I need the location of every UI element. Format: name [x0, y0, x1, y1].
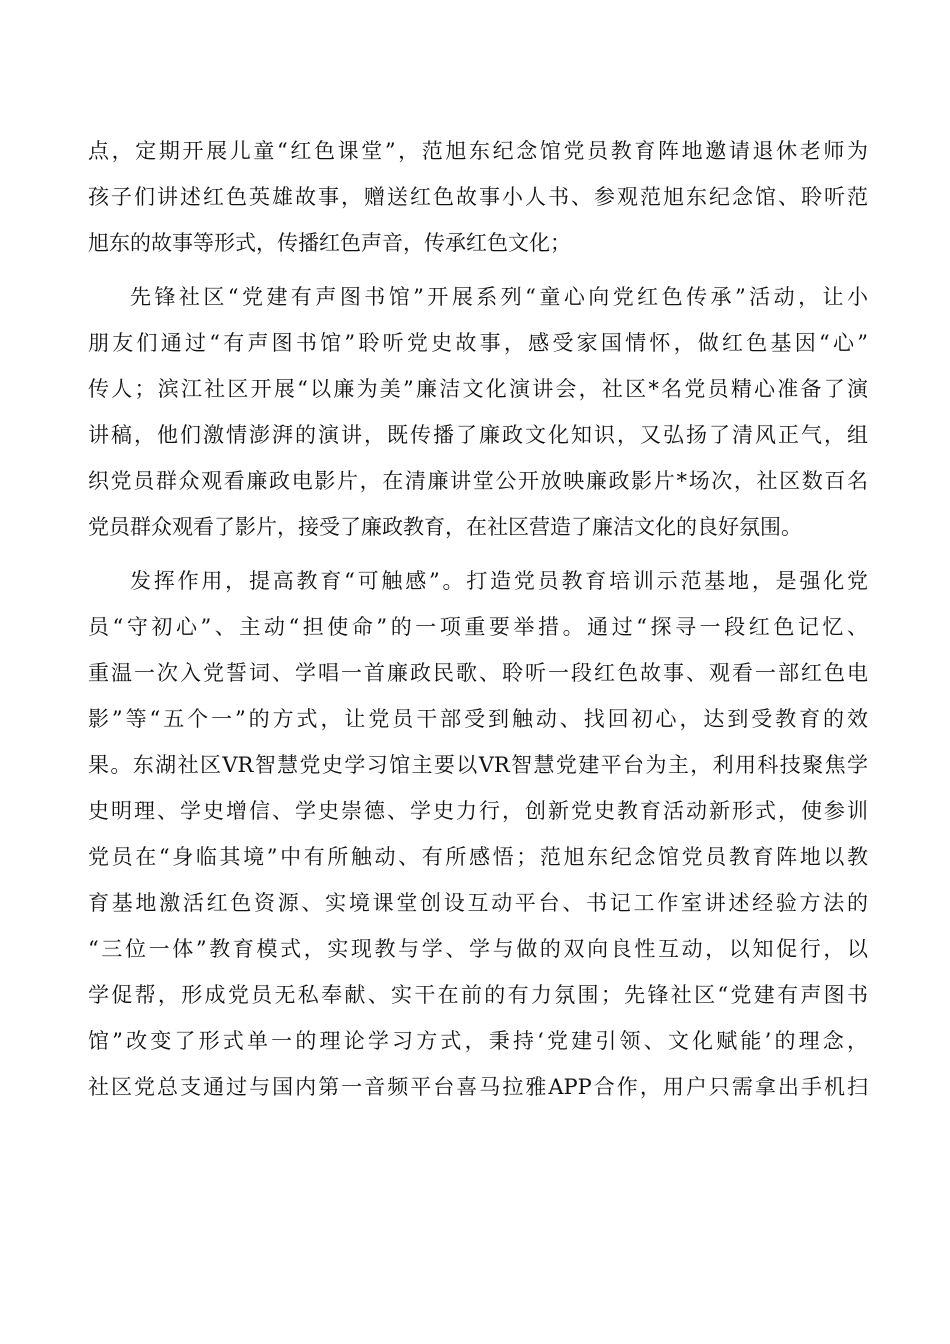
paragraph-line: 讲稿，他们激情澎湃的演讲，既传播了廉政文化知识，又弘扬了清风正气，组 [88, 423, 868, 447]
paragraph-2 [88, 274, 868, 550]
paragraph-line: 育基地激活红色资源、实境课堂创设互动平台、书记工作室讲述经验方法的 [88, 891, 868, 915]
paragraph-line: “三位一体”教育模式，实现教与学、学与做的双向良性互动，以知促行，以 [88, 937, 868, 961]
paragraph-line: 点，定期开展儿童“红色课堂”，范旭东纪念馆党员教育阵地邀请退休老师为 [88, 139, 868, 163]
paragraph-line: 影”等“五个一”的方式，让党员干部受到触动、找回初心，达到受教育的效 [88, 707, 868, 731]
paragraph-line: 馆”改变了形式单一的理论学习方式，秉持‘党建引领、文化赋能’的理念， [88, 1029, 868, 1053]
paragraph-line: 史明理、学史增信、学史崇德、学史力行，创新党史教育活动新形式，使参训 [88, 799, 868, 823]
paragraph-gap [88, 550, 868, 558]
paragraph-line: 孩子们讲述红色英雄故事，赠送红色故事小人书、参观范旭东纪念馆、聆听范 [88, 185, 868, 209]
paragraph-line: 传人；滨江社区开展“以廉为美”廉洁文化演讲会，社区*名党员精心准备了演 [88, 377, 868, 401]
paragraph-gap [88, 266, 868, 274]
paragraph-line: 先锋社区“党建有声图书馆”开展系列“童心向党红色传承”活动，让小 [130, 285, 868, 309]
paragraph-line: 果。东湖社区VR智慧党史学习馆主要以VR智慧党建平台为主，利用科技聚焦学 [88, 753, 868, 777]
document-body [88, 128, 868, 1110]
paragraph-line: 发挥作用，提高教育“可触感”。打造党员教育培训示范基地，是强化党 [130, 569, 868, 593]
paragraph-line: 党员群众观看了影片，接受了廉政教育，在社区营造了廉洁文化的良好氛围。 [88, 515, 802, 539]
paragraph-line: 学促帮，形成党员无私奉献、实干在前的有力氛围；先锋社区“党建有声图书 [88, 983, 868, 1007]
paragraph-line: 员“守初心”、主动“担使命”的一项重要举措。通过“探寻一段红色记忆、 [88, 615, 868, 639]
paragraph-line: 织党员群众观看廉政电影片，在清廉讲堂公开放映廉政影片*场次，社区数百名 [88, 469, 868, 493]
paragraph-line: 旭东的故事等形式，传播红色声音，传承红色文化； [88, 231, 571, 255]
paragraph-line: 党员在“身临其境”中有所触动、有所感悟；范旭东纪念馆党员教育阵地以教 [88, 845, 868, 869]
paragraph-3 [88, 558, 868, 1110]
paragraph-line: 朋友们通过“有声图书馆”聆听党史故事，感受家国情怀，做红色基因“心” [88, 331, 868, 355]
paragraph-line: 社区党总支通过与国内第一音频平台喜马拉雅APP合作，用户只需拿出手机扫 [88, 1075, 868, 1099]
paragraph-1 [88, 128, 868, 266]
paragraph-line: 重温一次入党誓词、学唱一首廉政民歌、聆听一段红色故事、观看一部红色电 [88, 661, 868, 685]
